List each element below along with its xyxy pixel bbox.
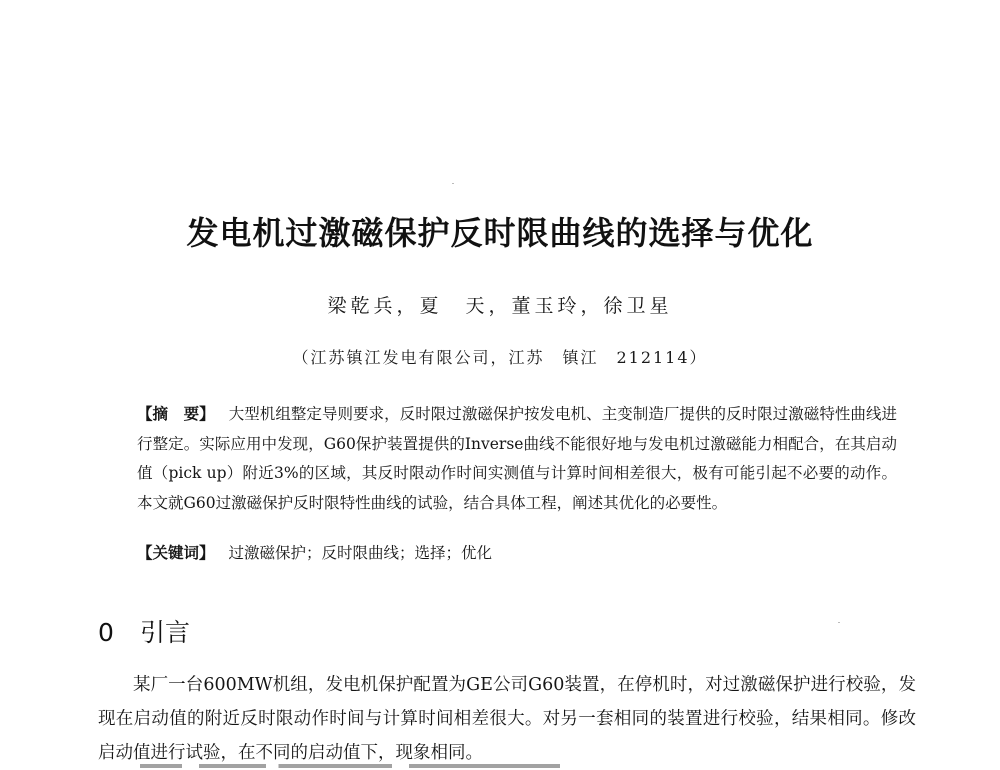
section-heading	[98, 613, 190, 649]
keywords-block	[137, 539, 897, 569]
abstract-label: 【摘 要】	[137, 405, 215, 423]
intro-paragraph: 某厂一台600MW机组，发电机保护配置为GE公司G60装置，在停机时，对过激磁保护进行校验，发现在启动值的附近反时限动作时间与计算时间相差很大。对另一套相同的装置进行校验，结果相同。修改启动值进行试验，在不同的启动值下，现象相同。	[98, 675, 916, 763]
cut-off-next-line	[140, 760, 560, 770]
section-title: 引言	[140, 618, 191, 647]
keywords-label: 【关键词】	[137, 544, 215, 562]
keywords-text: 过激磁保护；反时限曲线；选择；优化	[228, 544, 493, 562]
paper-title: 发电机过激磁保护反时限曲线的选择与优化	[186, 214, 814, 252]
author-list: 梁乾兵，夏 天，董玉玲，徐卫星	[327, 295, 673, 317]
author-affiliation: （江苏镇江发电有限公司，江苏 镇江 212114）	[292, 348, 708, 367]
scan-speck	[838, 622, 840, 623]
abstract-text: 大型机组整定导则要求，反时限过激磁保护按发电机、主变制造厂提供的反时限过激磁特性曲线进行整定。实际应用中发现，G60保护装置提供的Inverse曲线不能很好地与发电机过激磁能力相配合，在其启动值（pick up）附近3%的区域，其反时限动作时间实测值与计算时间相差很大，极有可能引起不必要的动作。本文就G60过激磁保护反时限特性曲线的试验，结合具体工程，阐述其优化的必要性。	[137, 405, 897, 512]
scan-speck	[452, 183, 454, 184]
section-number: 0	[98, 618, 114, 647]
abstract-block	[137, 400, 897, 518]
